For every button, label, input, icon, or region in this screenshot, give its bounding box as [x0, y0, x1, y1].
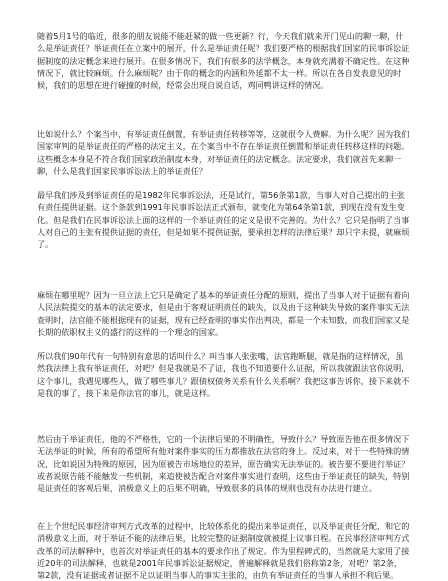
paragraph-1: 随着5月1号的临近，很多的朋友说能不能赶紧的做一些更新？行，今天我们就来开门见山的聊一聊，什么是举证责任？举证责任在立案中的展开，什么是举证责任呢？我们要严格的根据我们国家的民事诉讼证据制度的法定概念来进行展开。在很多情况下，我们有很多的法学概念，本身就充满着不确定性。在这种情况下，就比较麻烦。什么麻烦呢？由于你的概念的内涵和外延都不太一样。所以在各自发表意见的时候，我们的思想在进行碰撞的时候，经常会出现自说自话，鸡同鸭讲这样的情况。	[37, 31, 410, 91]
paragraph-3: 最早我们涉及到举证责任的是1982年民事诉讼法，还是试行，第56条第1款，当事人对自己提出的主张有责任提供证据。这个条款到1991年民事诉讼法正式颁布，就变化为第64条第1款，到现在没有发生变化。但是我们在民事诉讼法上面的这样的一个举证责任的定义是很不完善的。为什么？它只是指明了当事人对自己的主张有提供证据的责任，但是如果不提供证据，要承担怎样的法律后果？却只字未提，就麻烦了。	[37, 190, 410, 250]
paragraph-7: 在上个世纪民事经济审判方式改革的过程中，比较体系化的提出来举证责任，以及举证责任分配，和它的消极意义上面，对于举证不能的法律后果，比较完整的证据制度就被提上议事日程。在民事经济审判方式改革的司法解释中，也首次对举证责任的基本的要求作出了规定。作为里程碑式的，当然就是大家用了接近20年的司法解释，也就是2001年民事诉讼证据规定，普遍解释就是我们俗称第2条，对吧？第2条，第2款，没有证据或者证据不足以证明当事人的事实主张的，由负有举证责任的当事人承担不利后果。	[37, 521, 410, 581]
paragraph-4: 麻烦在哪里呢？因为一旦立法上它只是确定了基本的举证责任分配的原则，提出了当事人对于证据有着向人民法院提交的基本的法定要求，但是由于客观证明责任的缺失，以及由于这种缺失导致的案件事实无法查明时，法官能不能根据现有的证据，现有已经查明的事实作出判决，都是一个未知数，而我们国家又是长期的依职权主义的盛行的这样的一个理念的国家。	[37, 290, 410, 337]
paragraph-2: 比如说什么？个案当中，有举证责任倒置，有举证责任转移等等，这就很令人费解。为什么呢？因为我们国家审判的是举证责任的严格的法定主义，在个案当中不存在举证责任倒置和举证责任转移这样的问题。这些概念本身是不符合我们国家政治制度本身，对举证责任的法定概念。法定要求，我们就首先来聊一聊，什么是我们国家民事诉讼法上的举证责任？	[37, 129, 410, 176]
paragraph-5: 所以我们90年代有一句特别有意思的话叫什么？叫当事人张张嘴，法官跑断腿，就是指的这样情况，虽然我法律上我有举证责任，对吧？但是我就是不了证，我也不知道要什么证据，所以我就跟法官你说明，这个事儿，我遇见哪些人，做了哪些事儿？跟债权债务关系有什么关系啊？我把这事告诉你，接下来就不是我的事了，接下来是你法官的事儿，就是这样。	[37, 351, 410, 398]
paragraph-6: 然后由于举证责任，他的不严格性，它的一个法律后果的不明确性，导致什么？导致原告他在很多情况下无法举证的时候，所有的希望所有他对案件事实的压力都推放在法官的身上。反过来，对于一些特殊的情况，比如说因为特殊的原因，因为原被告市场地位的差异，原告确实无法举证的。被告要不要进行举证？或者说原告能不能触发一些机制，来追使被告配合对案件事实进行查明，这些由于举证责任的缺失，特别是证责任的客观后果，消极意义上的后果不明确，导致很多的具体的规则也没有办法进行建立。	[37, 434, 410, 494]
